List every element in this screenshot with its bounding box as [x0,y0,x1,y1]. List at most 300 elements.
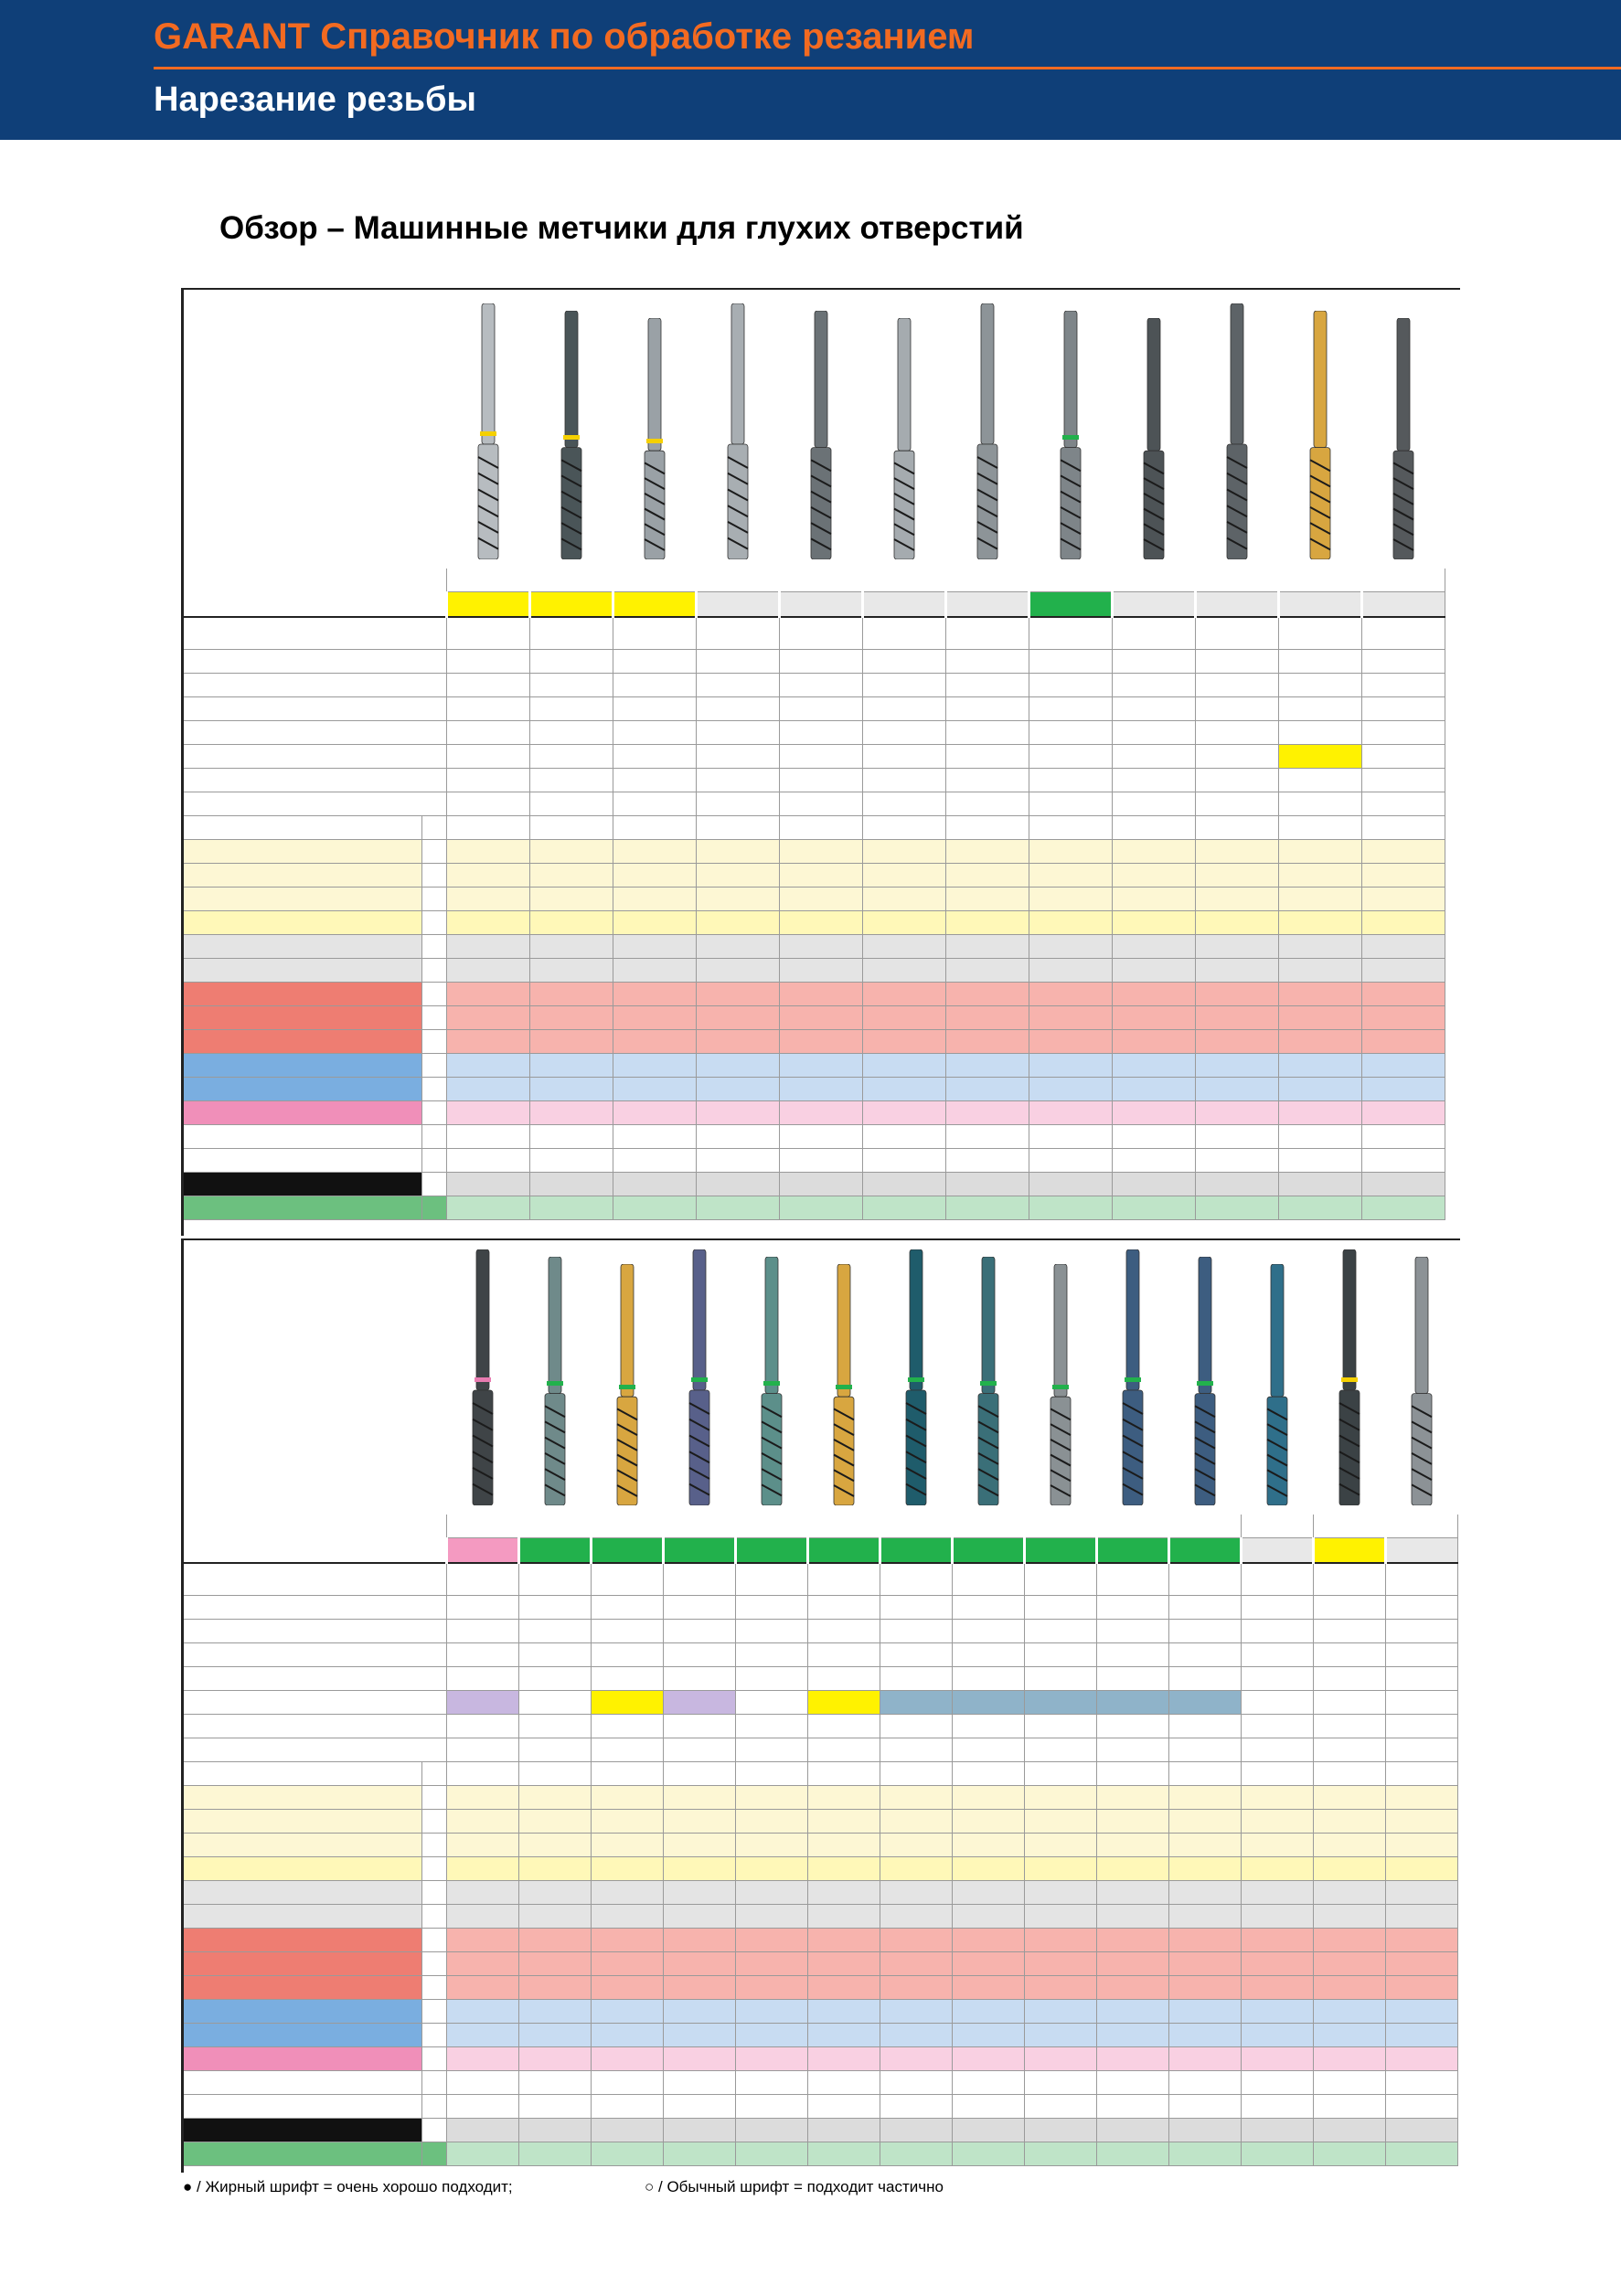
material-row [184,2095,1457,2119]
rating-cell [945,1149,1029,1173]
prop-coolant [613,769,696,792]
rating-cell [1029,864,1112,888]
rating-cell [1385,1976,1457,2000]
rating-cell [1096,1881,1168,1905]
prop-tolerance [945,697,1029,721]
rating-cell [1096,2071,1168,2095]
rating-cell [735,1786,807,1810]
thread-type-label [184,1515,446,1538]
rating-cell [1112,1054,1195,1078]
rating-cell [529,935,613,959]
prop-coating [880,1691,952,1715]
rating-cell [529,1173,613,1196]
rating-cell [1195,1054,1278,1078]
material-row [184,1881,1457,1905]
prop-coolant [735,1715,807,1738]
rating-cell [1096,1834,1168,1857]
rating-cell [1096,2119,1168,2142]
prop-size_range [1385,1738,1457,1762]
rating-cell [862,1173,945,1196]
rating-cell [880,2142,952,2166]
tap-image [888,318,921,559]
prop-coating [518,1691,591,1715]
rating-cell [862,1078,945,1101]
rating-cell [735,1857,807,1881]
rating-cell [1195,935,1278,959]
iso-code [421,840,446,864]
overview-table-2 [184,1515,1458,2166]
rating-cell [446,1976,518,2000]
material-label [184,935,421,959]
rating-cell [446,959,529,983]
rating-cell [1024,1929,1096,1952]
rating-cell [779,935,862,959]
rating-cell [591,2119,663,2142]
rating-cell [1029,1149,1112,1173]
material-label [184,1834,421,1857]
tap-image [1304,311,1337,559]
prop-coolant [1112,769,1195,792]
rating-cell [591,2095,663,2119]
rating-cell [1112,983,1195,1006]
rating-cell [1024,1786,1096,1810]
rating-cell [1278,1125,1361,1149]
rating-cell [446,1078,529,1101]
tap-image [638,318,671,559]
rating-cell [518,2047,591,2071]
prop-material [880,1667,952,1691]
material-label [184,2000,421,2024]
page-ref [1096,1762,1168,1786]
rating-cell [1024,1857,1096,1881]
prop-coolant [1024,1715,1096,1738]
rating-cell [663,1786,735,1810]
rating-cell [1241,1881,1313,1905]
iso-code [421,1929,446,1952]
rating-cell [779,1030,862,1054]
prop-size_range [529,792,613,816]
prop-label-coating [184,1691,446,1715]
prop-material [1278,721,1361,745]
rating-cell [945,888,1029,911]
rating-cell [663,1857,735,1881]
thread-group [446,569,1445,592]
material-row [184,1810,1457,1834]
prop-coating [1024,1691,1096,1715]
rating-cell [1361,1054,1445,1078]
rating-cell [1241,2047,1313,2071]
prop-coating [807,1691,880,1715]
prop-chamfer [1241,1620,1313,1643]
tap-tool-134200 [472,303,505,559]
rating-cell [591,1952,663,1976]
iso-header [421,816,446,840]
rating-cell [807,2071,880,2095]
thread-type-row [184,1515,1457,1538]
prop-blind [952,1596,1024,1620]
rating-cell [1112,1149,1195,1173]
rating-cell [529,1101,613,1125]
rating-cell [807,1881,880,1905]
material-row [184,2024,1457,2047]
page-row [184,816,1445,840]
color-swatch [880,1538,952,1564]
rating-cell [945,1125,1029,1149]
color-code-label [184,592,446,618]
prop-coating [1112,745,1195,769]
rating-cell [1385,2095,1457,2119]
rating-cell [446,983,529,1006]
rating-cell [1278,959,1361,983]
prop-material [518,1667,591,1691]
article-number [952,1563,1024,1596]
rating-cell [529,1030,613,1054]
material-row [184,1149,1445,1173]
rating-cell [1361,983,1445,1006]
prop-coating [945,745,1029,769]
prop-material [1168,1667,1241,1691]
rating-cell [1313,1881,1385,1905]
tap-tool-136210 [1333,1249,1366,1505]
tool-images-row-1 [184,290,1460,569]
prop-blind [880,1596,952,1620]
rating-cell [862,983,945,1006]
prop-chamfer [1096,1620,1168,1643]
prop-chamfer [446,1620,518,1643]
rating-cell [663,2000,735,2024]
prop-coolant [1313,1715,1385,1738]
prop-blind [529,650,613,674]
rating-cell [1361,1006,1445,1030]
color-swatch [779,592,862,618]
header-title: GARANT Справочник по обработке резанием [154,16,975,57]
rating-cell [446,2047,518,2071]
prop-blind [1241,1596,1313,1620]
prop-tolerance [1096,1643,1168,1667]
rating-cell [591,2000,663,2024]
rating-cell [880,2119,952,2142]
rating-cell [529,1149,613,1173]
rating-cell [446,1905,518,1929]
prop-chamfer [1313,1620,1385,1643]
rating-cell [591,1786,663,1810]
prop-tolerance [862,697,945,721]
prop-material [1313,1667,1385,1691]
rating-cell [696,1196,779,1220]
rating-cell [1241,2142,1313,2166]
material-row [184,2000,1457,2024]
rating-cell [1361,888,1445,911]
rating-cell [1361,935,1445,959]
prop-blind [862,650,945,674]
tap-image [466,1249,499,1505]
rating-cell [1361,864,1445,888]
rating-cell [1168,2047,1241,2071]
rating-cell [1024,1905,1096,1929]
rating-cell [880,1810,952,1834]
rating-cell [1361,1196,1445,1220]
prop-size_range [1112,792,1195,816]
rating-cell [696,1030,779,1054]
rating-cell [518,1810,591,1834]
iso-code [421,959,446,983]
rating-cell [613,888,696,911]
prop-material [952,1667,1024,1691]
material-row [184,888,1445,911]
rating-cell [807,2142,880,2166]
rating-cell [880,2071,952,2095]
prop-coating [1313,1691,1385,1715]
material-row [184,1905,1457,1929]
material-label [184,911,421,935]
material-label [184,1125,421,1149]
rating-cell [1241,1810,1313,1834]
rating-cell [945,1101,1029,1125]
rating-cell [862,864,945,888]
prop-chamfer [1361,674,1445,697]
rating-cell [1385,2047,1457,2071]
rating-cell [1168,2142,1241,2166]
rating-cell [952,1857,1024,1881]
rating-cell [696,983,779,1006]
prop-tolerance [663,1643,735,1667]
tap-image [900,1249,933,1505]
rating-cell [1313,1786,1385,1810]
rating-cell [1385,1952,1457,1976]
rating-cell [518,1929,591,1952]
table-section-1 [181,288,1460,1236]
rating-cell [1385,1857,1457,1881]
article-number [1112,617,1195,650]
prop-tolerance [880,1643,952,1667]
rating-cell [591,1834,663,1857]
prop-coolant [446,769,529,792]
rating-cell [696,1006,779,1030]
rating-cell [807,2119,880,2142]
tap-tool-134270 [638,318,671,559]
article-number [696,617,779,650]
rating-cell [1195,864,1278,888]
rating-cell [945,840,1029,864]
rating-cell [1168,1857,1241,1881]
rating-cell [779,1078,862,1101]
prop-blind [591,1596,663,1620]
rating-cell [952,1786,1024,1810]
page-header [0,0,1621,140]
article-number [518,1563,591,1596]
rating-cell [1024,1810,1096,1834]
rating-cell [446,1834,518,1857]
prop-size_range [862,792,945,816]
prop-chamfer [1168,1620,1241,1643]
rating-cell [518,1976,591,2000]
tap-image [827,1264,860,1505]
rating-cell [952,2000,1024,2024]
prop-tolerance [529,697,613,721]
tap-tool-136250 [1405,1257,1438,1505]
header-subtitle: Нарезание резьбы [154,80,476,119]
rating-cell [807,1905,880,1929]
rating-cell [1029,1030,1112,1054]
rating-cell [880,1905,952,1929]
rating-cell [1168,2071,1241,2095]
color-swatch [1241,1538,1313,1564]
rating-cell [1385,2119,1457,2142]
prop-size_range [1313,1738,1385,1762]
prop-coolant [945,769,1029,792]
rating-cell [1112,1078,1195,1101]
rating-cell [1029,1173,1112,1196]
prop-material [1029,721,1112,745]
rating-cell [952,2119,1024,2142]
prop-material [1112,721,1195,745]
rating-cell [446,2024,518,2047]
rating-cell [529,1006,613,1030]
prop-label-tolerance [184,697,446,721]
prop-tolerance [591,1643,663,1667]
rating-cell [446,1810,518,1834]
color-swatch [807,1538,880,1564]
prop-blind [446,1596,518,1620]
prop-coolant [1278,769,1361,792]
rating-cell [1168,1810,1241,1834]
rating-cell [446,1101,529,1125]
prop-coolant [663,1715,735,1738]
prop-material [1385,1667,1457,1691]
rating-cell [952,1976,1024,2000]
color-swatch [446,1538,518,1564]
page-ref [696,816,779,840]
page-ref [807,1762,880,1786]
tap-tool-136160 [972,1257,1005,1505]
iso-code [421,1786,446,1810]
rating-cell [446,2142,518,2166]
rating-cell [880,1881,952,1905]
rating-cell [1385,2000,1457,2024]
rating-cell [1024,1881,1096,1905]
rating-cell [529,911,613,935]
rating-cell [862,1101,945,1125]
rating-cell [446,864,529,888]
table-section-2 [181,1238,1460,2173]
prop-coolant [1168,1715,1241,1738]
rating-cell [1278,911,1361,935]
page-ref [880,1762,952,1786]
prop-coolant [446,1715,518,1738]
rating-cell [518,2071,591,2095]
rating-cell [1278,1196,1361,1220]
prop-material [446,1667,518,1691]
prop-chamfer [1195,674,1278,697]
iso-code [421,2095,446,2119]
prop-material [1195,721,1278,745]
rating-cell [1096,1952,1168,1976]
page-ref [446,816,529,840]
page-heading: Обзор – Машинные метчики для глухих отверстий [219,210,1024,246]
tap-tool-135100 [1304,311,1337,559]
material-label [184,1976,421,2000]
rating-cell [1168,1905,1241,1929]
material-label [184,2095,421,2119]
rating-cell [779,1149,862,1173]
prop-tolerance [1385,1643,1457,1667]
tap-tool-135150 [1387,318,1420,559]
tap-image [1054,311,1087,559]
rating-cell [862,1030,945,1054]
rating-cell [1278,935,1361,959]
material-row [184,2119,1457,2142]
rating-cell [663,1810,735,1834]
rating-cell [1385,1929,1457,1952]
rating-cell [779,911,862,935]
prop-chamfer [591,1620,663,1643]
rating-cell [779,983,862,1006]
rating-cell [1096,1905,1168,1929]
rating-cell [446,935,529,959]
material-label [184,1078,421,1101]
prop-size_range [1195,792,1278,816]
rating-cell [446,1030,529,1054]
color-swatch [1195,592,1278,618]
prop-chamfer [518,1620,591,1643]
iso-code [421,864,446,888]
prop-size_range [663,1738,735,1762]
rating-cell [1278,1078,1361,1101]
rating-cell [1195,1078,1278,1101]
page-ref [1029,816,1112,840]
material-label [184,1030,421,1054]
rating-cell [952,2071,1024,2095]
material-label [184,888,421,911]
tap-tool-134250 [555,311,588,559]
rating-cell [1024,1834,1096,1857]
rating-cell [446,1857,518,1881]
rating-cell [518,2095,591,2119]
prop-material [446,721,529,745]
prop-coolant [529,769,613,792]
rating-cell [862,1149,945,1173]
article-number [862,617,945,650]
rating-cell [1313,2071,1385,2095]
rating-cell [735,1810,807,1834]
prop-material [862,721,945,745]
iso-code [421,1149,446,1173]
rating-cell [1168,2119,1241,2142]
rating-cell [1168,2024,1241,2047]
rating-cell [1241,2000,1313,2024]
material-label [184,1054,421,1078]
iso-code [421,2047,446,2071]
prop-tolerance [696,697,779,721]
tap-image [539,1257,571,1505]
tap-tool-134670 [1054,311,1087,559]
rating-cell [446,1149,529,1173]
color-swatch [1385,1538,1457,1564]
tap-tool-134660 [971,303,1004,559]
page-label [184,816,421,840]
material-label [184,1173,421,1196]
tap-image [1333,1249,1366,1505]
rating-cell [862,911,945,935]
rating-cell [807,1810,880,1834]
prop-row-coating [184,745,1445,769]
article-number [1241,1563,1313,1596]
rating-cell [945,864,1029,888]
rating-cell [591,1881,663,1905]
prop-blind [1195,650,1278,674]
prop-coolant [518,1715,591,1738]
rating-cell [529,959,613,983]
